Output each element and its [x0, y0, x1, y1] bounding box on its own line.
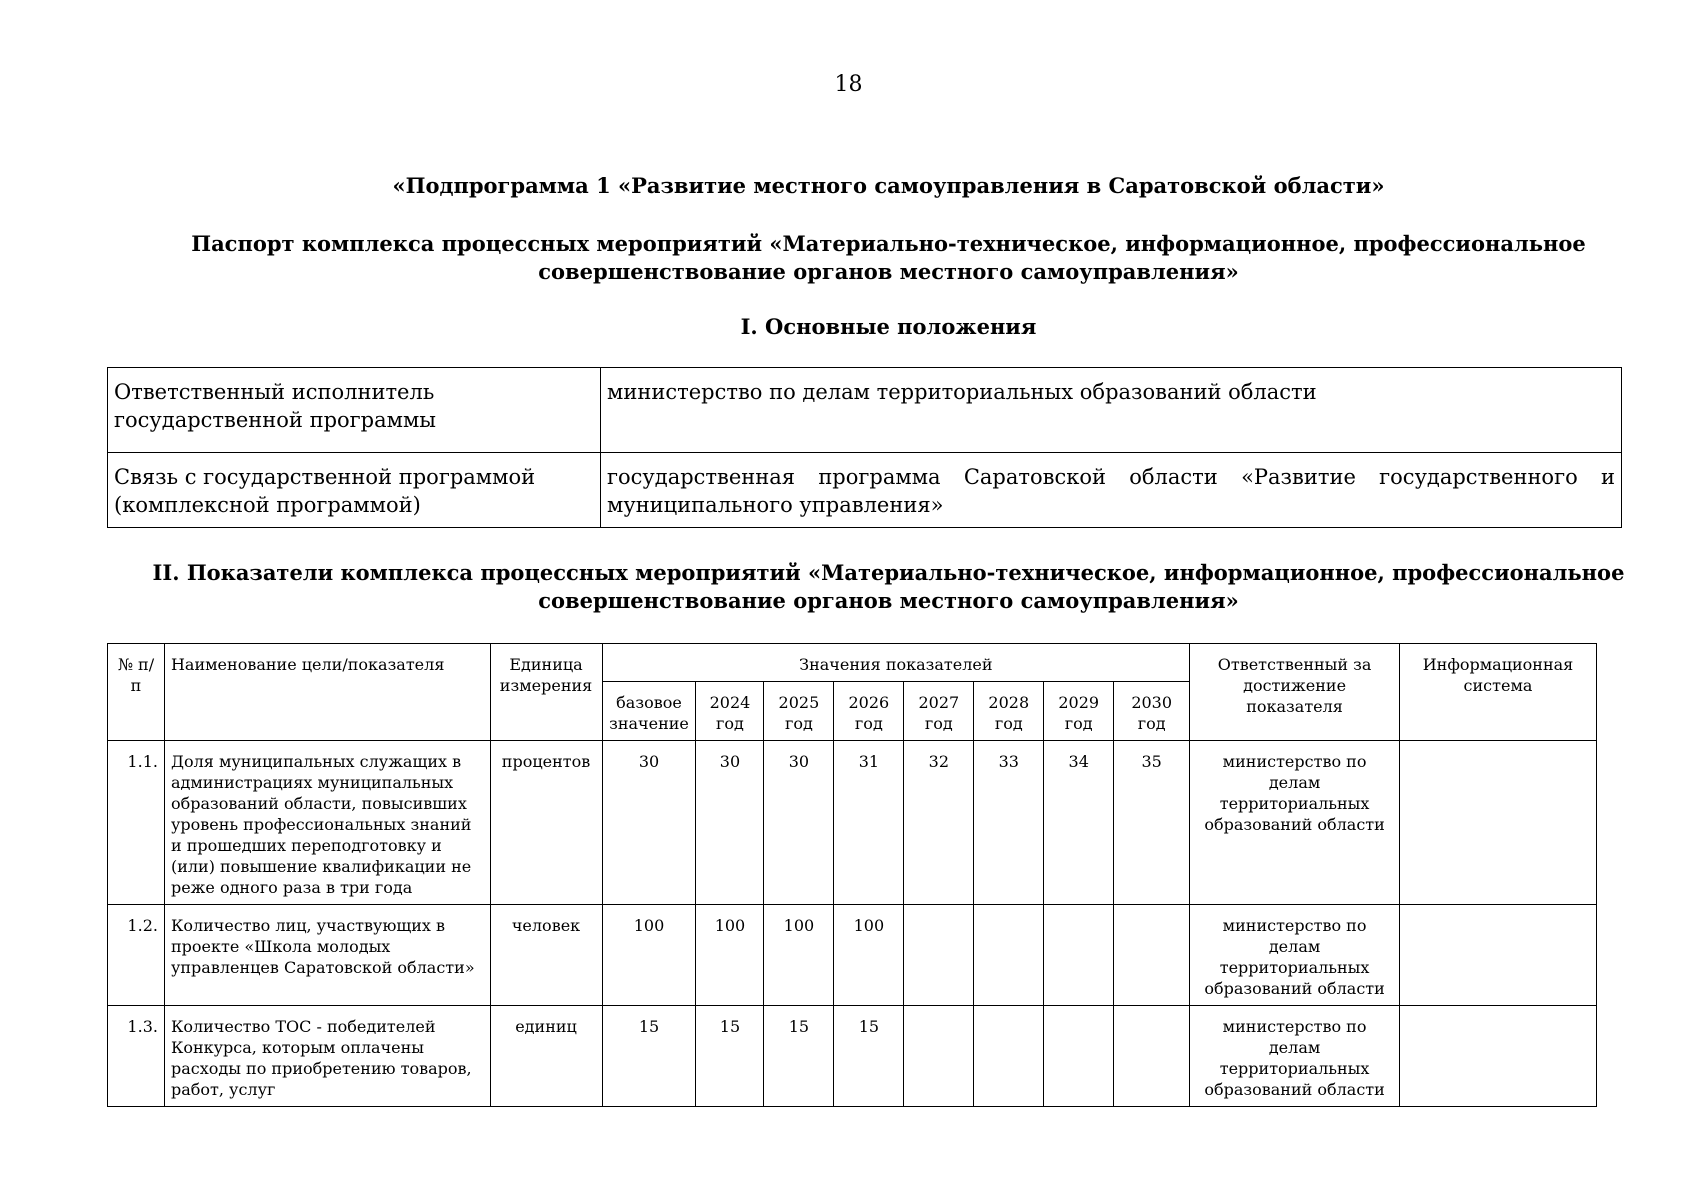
- responsible-executor-value: министерство по делам территориальных образований области: [601, 368, 1622, 453]
- row-unit: процентов: [490, 741, 602, 905]
- program-link-word: программа: [818, 465, 941, 489]
- program-link-line2: муниципального управления»: [607, 493, 944, 517]
- header-2030: 2030 год: [1114, 682, 1190, 741]
- row-2029: 34: [1044, 741, 1114, 905]
- row-2028: [974, 1006, 1044, 1107]
- row-info-system: [1400, 1006, 1597, 1107]
- header-name: Наименование цели/показателя: [164, 644, 490, 741]
- table-row: [108, 741, 1597, 905]
- row-base: 30: [602, 741, 696, 905]
- header-2024: 2024 год: [696, 682, 764, 741]
- header-row: [108, 644, 1597, 682]
- row-2027: [904, 1006, 974, 1107]
- row-name: Количество ТОС - победителей Конкурса, которым оплачены расходы по приобретению товаров, работ, услуг: [164, 1006, 490, 1107]
- header-info-system: Информационная система: [1400, 644, 1597, 741]
- row-2027: 32: [904, 741, 974, 905]
- row-responsible: министерство по делам территориальных образований области: [1190, 741, 1400, 905]
- table-row: [108, 453, 1622, 528]
- table-row: [108, 905, 1597, 1006]
- row-base: 15: [602, 1006, 696, 1107]
- passport-title: [40, 230, 1697, 286]
- row-2024: 15: [696, 1006, 764, 1107]
- header-2027: 2027 год: [904, 682, 974, 741]
- row-2028: 33: [974, 741, 1044, 905]
- program-link-word: Саратовской: [963, 465, 1106, 489]
- program-link-word: и: [1601, 465, 1615, 489]
- row-2030: [1114, 905, 1190, 1006]
- header-2026: 2026 год: [834, 682, 904, 741]
- program-link-word: области: [1129, 465, 1218, 489]
- row-info-system: [1400, 741, 1597, 905]
- row-2024: 100: [696, 905, 764, 1006]
- row-unit: человек: [490, 905, 602, 1006]
- row-name: Доля муниципальных служащих в администрациях муниципальных образований области, повысивших уровень профессиональных знаний и прошедших переподготовку и (или) повышение квалификации не реже одного раза в три года: [164, 741, 490, 905]
- row-info-system: [1400, 905, 1597, 1006]
- row-2025: 100: [764, 905, 834, 1006]
- row-2029: [1044, 1006, 1114, 1107]
- header-2028: 2028 год: [974, 682, 1044, 741]
- section1-title: I. Основные положения: [740, 314, 1037, 339]
- row-num: 1.3.: [108, 1006, 165, 1107]
- section2-title: [40, 559, 1697, 615]
- header-2025: 2025 год: [764, 682, 834, 741]
- subprogram-title: «Подпрограмма 1 «Развитие местного самоуправления в Саратовской области»: [392, 173, 1385, 198]
- section2-title-line2: совершенствование органов местного самоуправления»: [538, 588, 1239, 613]
- row-2026: 100: [834, 905, 904, 1006]
- page-number: 18: [834, 72, 863, 97]
- table-row: [108, 368, 1622, 453]
- header-responsible: Ответственный за достижение показателя: [1190, 644, 1400, 741]
- row-2030: [1114, 1006, 1190, 1107]
- row-2027: [904, 905, 974, 1006]
- indicators-table: [107, 643, 1597, 1107]
- passport-title-line2: совершенствование органов местного самоуправления»: [538, 259, 1239, 284]
- row-2026: 15: [834, 1006, 904, 1107]
- row-2024: 30: [696, 741, 764, 905]
- row-2025: 30: [764, 741, 834, 905]
- program-link-word: государственного: [1379, 465, 1578, 489]
- header-num: № п/п: [108, 644, 165, 741]
- program-link-label: Связь с государственной программой (комплексной программой): [108, 453, 601, 528]
- row-num: 1.2.: [108, 905, 165, 1006]
- program-link-value: [601, 453, 1622, 528]
- responsible-executor-label: Ответственный исполнитель государственной программы: [108, 368, 601, 453]
- row-2030: 35: [1114, 741, 1190, 905]
- header-unit: Единица измерения: [490, 644, 602, 741]
- header-base: базовое значение: [602, 682, 696, 741]
- program-link-word: «Развитие: [1241, 465, 1356, 489]
- row-responsible: министерство по делам территориальных образований области: [1190, 905, 1400, 1006]
- row-2025: 15: [764, 1006, 834, 1107]
- header-2029: 2029 год: [1044, 682, 1114, 741]
- program-link-word: государственная: [607, 465, 796, 489]
- row-2028: [974, 905, 1044, 1006]
- main-provisions-table: [107, 367, 1622, 528]
- passport-title-line1: Паспорт комплекса процессных мероприятий «Материально-техническое, информационное, профессиональное: [191, 231, 1586, 256]
- row-2026: 31: [834, 741, 904, 905]
- row-name: Количество лиц, участвующих в проекте «Школа молодых управленцев Саратовской области»: [164, 905, 490, 1006]
- program-link-line1: [607, 463, 1615, 491]
- section2-title-line1: II. Показатели комплекса процессных мероприятий «Материально-техническое, информационное, профессиональное: [152, 560, 1625, 585]
- header-values-group: Значения показателей: [602, 644, 1190, 682]
- row-base: 100: [602, 905, 696, 1006]
- row-unit: единиц: [490, 1006, 602, 1107]
- table-row: [108, 1006, 1597, 1107]
- row-2029: [1044, 905, 1114, 1006]
- row-num: 1.1.: [108, 741, 165, 905]
- row-responsible: министерство по делам территориальных образований области: [1190, 1006, 1400, 1107]
